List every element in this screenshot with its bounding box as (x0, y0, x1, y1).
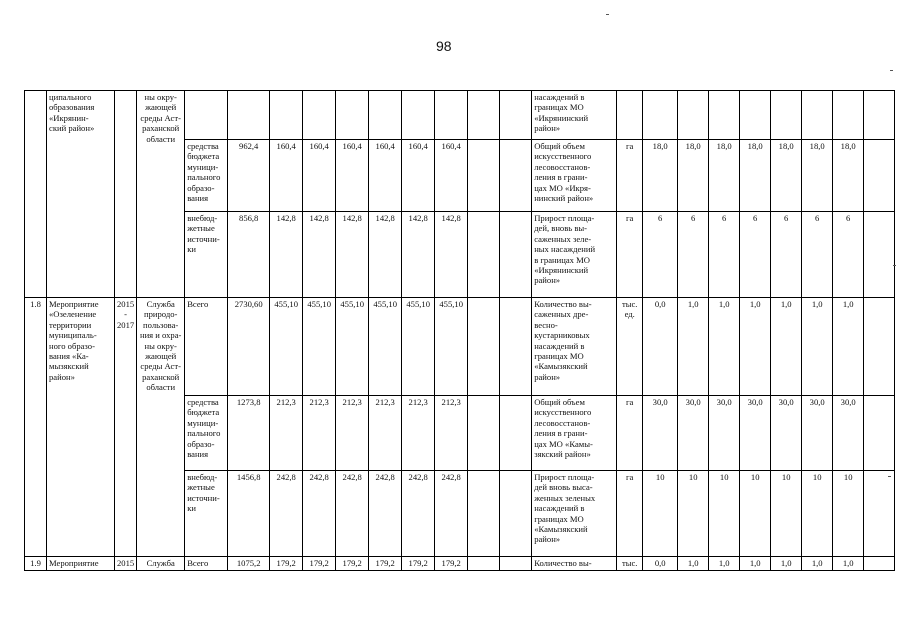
executor-cell: ны окру- жающей среды Аст- раханской области (137, 91, 185, 298)
value-cell: 6 (833, 212, 864, 298)
measure-name-cell: Мероприятие «Озеленение территории муниципаль- ного образо- вания «Ка- мызякский район» (47, 298, 115, 557)
value-cell: 10 (740, 471, 771, 557)
value-cell: 6 (678, 212, 709, 298)
unit-cell: га (617, 140, 643, 212)
amount-cell: 160,4 (303, 140, 336, 212)
value-cell: 6 (740, 212, 771, 298)
value-cell: 10 (643, 471, 678, 557)
value-cell: 18,0 (709, 140, 740, 212)
amount-cell: 2730,60 (228, 298, 270, 396)
amount-cell: 455,10 (270, 298, 303, 396)
value-cell: 1,0 (740, 298, 771, 396)
amount-cell: 242,8 (402, 471, 435, 557)
unit-cell: га (617, 212, 643, 298)
indicator-cell: Общий объем искусственного лесовосстанов- ления в грани- цах МО «Камы- зякский район» (532, 396, 617, 471)
value-cell: 10 (678, 471, 709, 557)
value-cell: 1,0 (771, 298, 802, 396)
table-row (25, 298, 895, 396)
value-cell: 1,0 (678, 557, 709, 571)
amount-cell: 160,4 (369, 140, 402, 212)
value-cell: 30,0 (643, 396, 678, 471)
amount-cell: 1456,8 (228, 471, 270, 557)
amount-cell: 212,3 (336, 396, 369, 471)
row-number-cell (25, 91, 47, 298)
amount-cell: 160,4 (336, 140, 369, 212)
amount-cell: 856,8 (228, 212, 270, 298)
value-cell: 0,0 (643, 557, 678, 571)
source-cell: средства бюджета муници- пального образо- вания (185, 140, 228, 212)
amount-cell: 142,8 (402, 212, 435, 298)
amount-cell: 455,10 (402, 298, 435, 396)
value-cell: 30,0 (678, 396, 709, 471)
indicator-cell: Количество вы- саженных дре- весно- кустарниковых насаждений в границах МО «Камызякский район» (532, 298, 617, 396)
value-cell: 1,0 (740, 557, 771, 571)
value-cell: 6 (802, 212, 833, 298)
value-cell: 0,0 (643, 298, 678, 396)
value-cell: 1,0 (678, 298, 709, 396)
value-cell: 18,0 (740, 140, 771, 212)
source-cell: средства бюджета муници- пального образо- вания (185, 396, 228, 471)
unit-cell: тыс. (617, 557, 643, 571)
value-cell: 1,0 (709, 557, 740, 571)
indicator-cell: Прирост площа- дей, вновь вы- саженных зеле- ных насаждений в границах МО «Икрянинский район» (532, 212, 617, 298)
scan-speck (888, 476, 891, 477)
amount-cell: 242,8 (435, 471, 468, 557)
amount-cell: 1075,2 (228, 557, 270, 571)
value-cell: 1,0 (802, 557, 833, 571)
value-cell: 1,0 (833, 557, 864, 571)
amount-cell: 455,10 (435, 298, 468, 396)
value-cell: 30,0 (709, 396, 740, 471)
amount-cell: 142,8 (435, 212, 468, 298)
indicator-cell: насаждений в границах МО «Икрянинский район» (532, 91, 617, 140)
years-cell (115, 91, 137, 298)
value-cell: 6 (643, 212, 678, 298)
value-cell: 1,0 (802, 298, 833, 396)
value-cell: 10 (771, 471, 802, 557)
scan-speck (890, 70, 893, 71)
amount-cell: 212,3 (270, 396, 303, 471)
amount-cell: 160,4 (435, 140, 468, 212)
amount-cell: 242,8 (336, 471, 369, 557)
source-cell: внебюд- жетные источни- ки (185, 212, 228, 298)
amount-cell: 455,10 (336, 298, 369, 396)
amount-cell: 179,2 (270, 557, 303, 571)
amount-cell: 1273,8 (228, 396, 270, 471)
amount-cell: 212,3 (369, 396, 402, 471)
scan-speck (606, 14, 609, 15)
value-cell: 18,0 (771, 140, 802, 212)
page-number: 98 (436, 38, 452, 54)
value-cell: 6 (771, 212, 802, 298)
amount-cell: 212,3 (435, 396, 468, 471)
table-row-cont-total (25, 91, 895, 140)
amount-cell: 160,4 (402, 140, 435, 212)
amount-cell: 212,3 (303, 396, 336, 471)
amount-cell: 179,2 (402, 557, 435, 571)
value-cell: 10 (802, 471, 833, 557)
value-cell: 30,0 (833, 396, 864, 471)
row-number-cell: 1.8 (25, 298, 47, 557)
amount-cell: 455,10 (369, 298, 402, 396)
value-cell: 1,0 (771, 557, 802, 571)
indicator-cell: Прирост площа- дей вновь выса- женных зеленых насаждений в границах МО «Камызякский район» (532, 471, 617, 557)
value-cell: 30,0 (771, 396, 802, 471)
indicator-cell: Количество вы- (532, 557, 617, 571)
value-cell: 1,0 (833, 298, 864, 396)
indicator-cell: Общий объем искусственного лесовосстанов- ления в грани- цах МО «Икря- нинский район» (532, 140, 617, 212)
executor-cell: Служба природо- пользова- ния и охра- ны окру- жающей среды Аст- раханской области (137, 298, 185, 557)
scan-speck (893, 265, 896, 266)
value-cell: 18,0 (643, 140, 678, 212)
value-cell: 18,0 (678, 140, 709, 212)
value-cell: 18,0 (833, 140, 864, 212)
value-cell: 1,0 (709, 298, 740, 396)
row-number-cell: 1.9 (25, 557, 47, 571)
value-cell: 10 (833, 471, 864, 557)
amount-cell: 212,3 (402, 396, 435, 471)
years-cell: 2015 (115, 557, 137, 571)
source-cell: Всего (185, 298, 228, 396)
amount-cell: 142,8 (336, 212, 369, 298)
amount-cell: 179,2 (369, 557, 402, 571)
years-cell: 2015 - 2017 (115, 298, 137, 557)
amount-cell: 242,8 (369, 471, 402, 557)
amount-cell: 142,8 (369, 212, 402, 298)
unit-cell: га (617, 396, 643, 471)
amount-cell: 142,8 (303, 212, 336, 298)
amount-cell: 179,2 (303, 557, 336, 571)
value-cell: 30,0 (740, 396, 771, 471)
source-cell (185, 91, 228, 140)
measure-name-cell: Мероприятие (47, 557, 115, 571)
value-cell: 10 (709, 471, 740, 557)
amount-cell: 962,4 (228, 140, 270, 212)
unit-cell: га (617, 471, 643, 557)
amount-cell: 179,2 (435, 557, 468, 571)
amount-cell: 242,8 (270, 471, 303, 557)
value-cell: 18,0 (802, 140, 833, 212)
source-cell: Всего (185, 557, 228, 571)
value-cell: 6 (709, 212, 740, 298)
amount-cell: 142,8 (270, 212, 303, 298)
table-row (25, 557, 895, 571)
value-cell: 30,0 (802, 396, 833, 471)
amount-cell: 179,2 (336, 557, 369, 571)
program-table (24, 90, 895, 571)
executor-cell: Служба (137, 557, 185, 571)
measure-name-cell: ципального образования «Икрянин- ский район» (47, 91, 115, 298)
source-cell: внебюд- жетные источни- ки (185, 471, 228, 557)
amount-cell: 242,8 (303, 471, 336, 557)
unit-cell: тыс. ед. (617, 298, 643, 396)
amount-cell: 455,10 (303, 298, 336, 396)
amount-cell: 160,4 (270, 140, 303, 212)
